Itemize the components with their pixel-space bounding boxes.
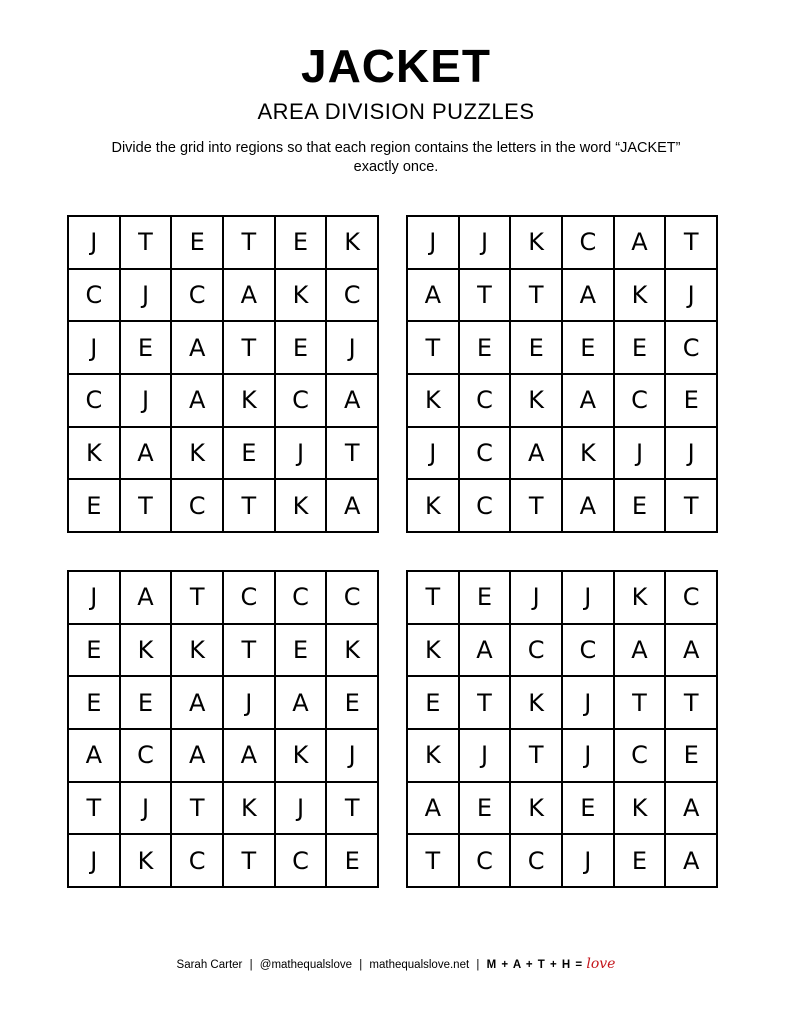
grid-cell: K <box>563 428 613 479</box>
grid-cell: C <box>172 480 222 531</box>
footer-website: mathequalslove.net <box>369 959 470 971</box>
grid-cell: K <box>224 375 274 426</box>
grid-cell: K <box>511 375 561 426</box>
grid-cell: A <box>172 677 222 728</box>
grid-cell: J <box>460 217 510 268</box>
grid-cell: T <box>224 322 274 373</box>
grid-cell: T <box>172 783 222 834</box>
grid-cell: A <box>121 572 171 623</box>
grid-cell: T <box>511 480 561 531</box>
grid-cell: K <box>224 783 274 834</box>
grid-cell: K <box>172 428 222 479</box>
grid-cell: C <box>276 375 326 426</box>
grid-cell: K <box>69 428 119 479</box>
grid-cell: A <box>408 270 458 321</box>
grid-cell: J <box>121 375 171 426</box>
grid-cell: E <box>327 677 377 728</box>
grid-cell: E <box>69 480 119 531</box>
grid-cell: T <box>408 572 458 623</box>
grid-cell: A <box>224 730 274 781</box>
grid-cell: C <box>460 375 510 426</box>
grid-cell: E <box>276 322 326 373</box>
puzzle-grid-3 <box>67 570 379 888</box>
grid-cell: E <box>327 835 377 886</box>
grid-cell: T <box>615 677 665 728</box>
grid-cell: A <box>327 480 377 531</box>
grid-cell: C <box>276 572 326 623</box>
grid-cell: J <box>121 270 171 321</box>
footer-separator: | <box>249 959 253 971</box>
page-title: JACKET <box>300 40 492 92</box>
grid-cell: A <box>121 428 171 479</box>
grid-cell: C <box>121 730 171 781</box>
grid-cell: T <box>224 835 274 886</box>
grid-cell: J <box>563 835 613 886</box>
grid-cell: E <box>666 375 716 426</box>
grid-cell: A <box>563 270 613 321</box>
grid-cell: K <box>408 730 458 781</box>
grid-cell: C <box>666 322 716 373</box>
grid-cell: E <box>563 322 613 373</box>
grid-cell: T <box>327 783 377 834</box>
grid-cell: E <box>615 835 665 886</box>
grid-cell: A <box>172 730 222 781</box>
grid-cell: C <box>327 572 377 623</box>
grid-cell: A <box>511 428 561 479</box>
instructions-text: Divide the grid into regions so that each region contains the letters in the word “JACKET” exactly once. <box>111 140 681 175</box>
grid-cell: J <box>511 572 561 623</box>
grid-cell: J <box>408 217 458 268</box>
grid-cell: A <box>224 270 274 321</box>
grid-cell: C <box>563 625 613 676</box>
grid-cell: K <box>121 835 171 886</box>
grid-cell: J <box>69 217 119 268</box>
grid-cell: J <box>327 730 377 781</box>
grid-cell: E <box>460 322 510 373</box>
grid-cell: T <box>460 270 510 321</box>
grid-cell: A <box>69 730 119 781</box>
grid-cell: K <box>408 625 458 676</box>
grid-cell: C <box>460 428 510 479</box>
grid-cell: K <box>615 270 665 321</box>
grid-cell: E <box>172 217 222 268</box>
grid-cell: T <box>224 217 274 268</box>
grid-cell: A <box>666 783 716 834</box>
grid-cell: A <box>563 375 613 426</box>
grid-cell: T <box>224 480 274 531</box>
grid-cell: E <box>666 730 716 781</box>
grid-cell: J <box>69 322 119 373</box>
grid-cell: J <box>121 783 171 834</box>
grid-cell: T <box>511 730 561 781</box>
grid-cell: K <box>172 625 222 676</box>
grid-cell: E <box>615 322 665 373</box>
grid-cell: T <box>224 625 274 676</box>
grid-cell: K <box>615 783 665 834</box>
grid-cell: T <box>511 270 561 321</box>
grid-cell: E <box>224 428 274 479</box>
grid-cell: T <box>327 428 377 479</box>
grid-cell: E <box>511 322 561 373</box>
grid-cell: C <box>615 375 665 426</box>
grid-cell: K <box>615 572 665 623</box>
grid-cell: J <box>408 428 458 479</box>
grid-cell: A <box>276 677 326 728</box>
footer-brand-love: love <box>586 956 616 972</box>
grid-cell: C <box>327 270 377 321</box>
grid-cell: T <box>666 677 716 728</box>
grid-cell: E <box>69 677 119 728</box>
grid-cell: C <box>69 375 119 426</box>
grid-cell: C <box>615 730 665 781</box>
grid-cell: J <box>276 783 326 834</box>
grid-cell: C <box>460 835 510 886</box>
grid-cell: T <box>666 217 716 268</box>
grid-cell: K <box>511 677 561 728</box>
grid-cell: C <box>276 835 326 886</box>
grid-cell: J <box>276 428 326 479</box>
grid-cell: A <box>327 375 377 426</box>
grid-cell: C <box>172 835 222 886</box>
grid-cell: J <box>563 572 613 623</box>
grid-cell: E <box>460 572 510 623</box>
footer-separator: | <box>476 959 480 971</box>
grid-cell: J <box>666 428 716 479</box>
grid-cell: E <box>69 625 119 676</box>
grid-cell: T <box>121 480 171 531</box>
grid-cell: A <box>460 625 510 676</box>
grid-cell: J <box>666 270 716 321</box>
page-subtitle: AREA DIVISION PUZZLES <box>257 99 535 124</box>
grid-cell: K <box>511 783 561 834</box>
grid-cell: K <box>276 480 326 531</box>
grid-cell: T <box>666 480 716 531</box>
puzzle-grid-1 <box>67 215 379 533</box>
grid-cell: A <box>172 375 222 426</box>
grid-cell: A <box>615 625 665 676</box>
grid-cell: J <box>460 730 510 781</box>
grid-cell: E <box>276 625 326 676</box>
grid-cell: K <box>276 730 326 781</box>
grid-cell: A <box>408 783 458 834</box>
grid-cell: T <box>172 572 222 623</box>
footer-separator: | <box>359 959 363 971</box>
grid-cell: K <box>327 217 377 268</box>
grid-cell: K <box>121 625 171 676</box>
grid-cell: C <box>511 835 561 886</box>
footer <box>0 956 792 973</box>
grid-cell: C <box>172 270 222 321</box>
grid-cell: J <box>69 835 119 886</box>
grid-cell: E <box>615 480 665 531</box>
grid-cell: T <box>460 677 510 728</box>
grid-cell: E <box>276 217 326 268</box>
grid-cell: K <box>511 217 561 268</box>
puzzle-grid-2 <box>406 215 718 533</box>
grid-cell: T <box>121 217 171 268</box>
grid-cell: A <box>666 625 716 676</box>
grid-cell: A <box>666 835 716 886</box>
grid-cell: E <box>408 677 458 728</box>
footer-author: Sarah Carter <box>176 959 243 971</box>
grid-cell: A <box>615 217 665 268</box>
grid-cell: E <box>121 322 171 373</box>
grid-cell: C <box>666 572 716 623</box>
grid-cell: T <box>408 322 458 373</box>
grid-cell: T <box>69 783 119 834</box>
grid-cell: C <box>511 625 561 676</box>
footer-brand-logo: M + A + T + H = <box>486 959 584 971</box>
grid-cell: E <box>121 677 171 728</box>
grid-cell: J <box>563 677 613 728</box>
grid-cell: T <box>408 835 458 886</box>
grid-cell: C <box>460 480 510 531</box>
grid-cell: K <box>408 375 458 426</box>
grid-cell: C <box>563 217 613 268</box>
grid-cell: K <box>327 625 377 676</box>
grid-cell: J <box>69 572 119 623</box>
grid-cell: K <box>408 480 458 531</box>
grid-cell: C <box>224 572 274 623</box>
grid-cell: A <box>172 322 222 373</box>
footer-handle: @mathequalslove <box>259 959 353 971</box>
grid-cell: J <box>327 322 377 373</box>
grid-cell: J <box>563 730 613 781</box>
grid-cell: E <box>460 783 510 834</box>
grid-cell: A <box>563 480 613 531</box>
puzzle-grid-4 <box>406 570 718 888</box>
grid-cell: K <box>276 270 326 321</box>
grid-cell: C <box>69 270 119 321</box>
grid-cell: J <box>224 677 274 728</box>
grid-cell: E <box>563 783 613 834</box>
grid-cell: J <box>615 428 665 479</box>
